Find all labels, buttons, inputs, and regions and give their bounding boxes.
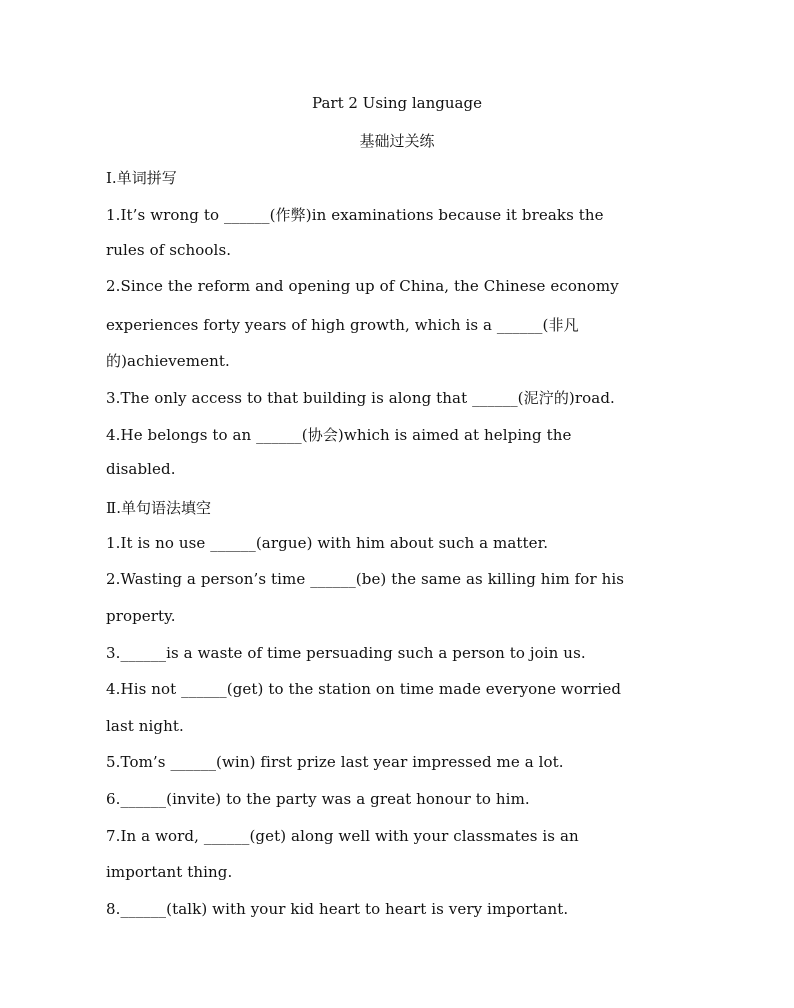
- question-line: 2.Wasting a person’s time ______(be) the same as killing him for his: [106, 570, 625, 588]
- question-line: 1.It is no use ______(argue) with him about such a matter.: [106, 534, 549, 552]
- page-subtitle: 基础过关练: [359, 132, 435, 150]
- question-line: 3.______is a waste of time persuading such a person to join us.: [106, 644, 586, 662]
- question-line: important thing.: [106, 863, 233, 881]
- question-line: experiences forty years of high growth, which is a ______(非凡: [106, 316, 579, 334]
- question-line: property.: [106, 607, 176, 625]
- question-line: rules of schools.: [106, 241, 232, 259]
- question-line: 4.He belongs to an ______(协会)which is aimed at helping the: [106, 426, 572, 444]
- question-line: 8.______(talk) with your kid heart to heart is very important.: [106, 900, 569, 918]
- question-line: 4.His not ______(get) to the station on time made everyone worried: [106, 680, 622, 698]
- question-line: 7.In a word, ______(get) along well with your classmates is an: [106, 827, 579, 845]
- page-title: Part 2 Using language: [312, 94, 482, 112]
- question-line: 6.______(invite) to the party was a great honour to him.: [106, 790, 530, 808]
- question-line: 5.Tom’s ______(win) first prize last year impressed me a lot.: [106, 753, 564, 771]
- section-heading-spelling: Ⅰ.单词拼写: [106, 169, 177, 187]
- question-line: 的)achievement.: [106, 352, 230, 370]
- question-line: disabled.: [106, 460, 176, 478]
- question-line: 2.Since the reform and opening up of China, the Chinese economy: [106, 277, 619, 295]
- question-line: 1.It’s wrong to ______(作弊)in examinations because it breaks the: [106, 206, 604, 224]
- question-line: last night.: [106, 717, 184, 735]
- section-heading-grammar: Ⅱ.单句语法填空: [106, 499, 211, 517]
- question-line: 3.The only access to that building is along that ______(泥泞的)road.: [106, 389, 615, 407]
